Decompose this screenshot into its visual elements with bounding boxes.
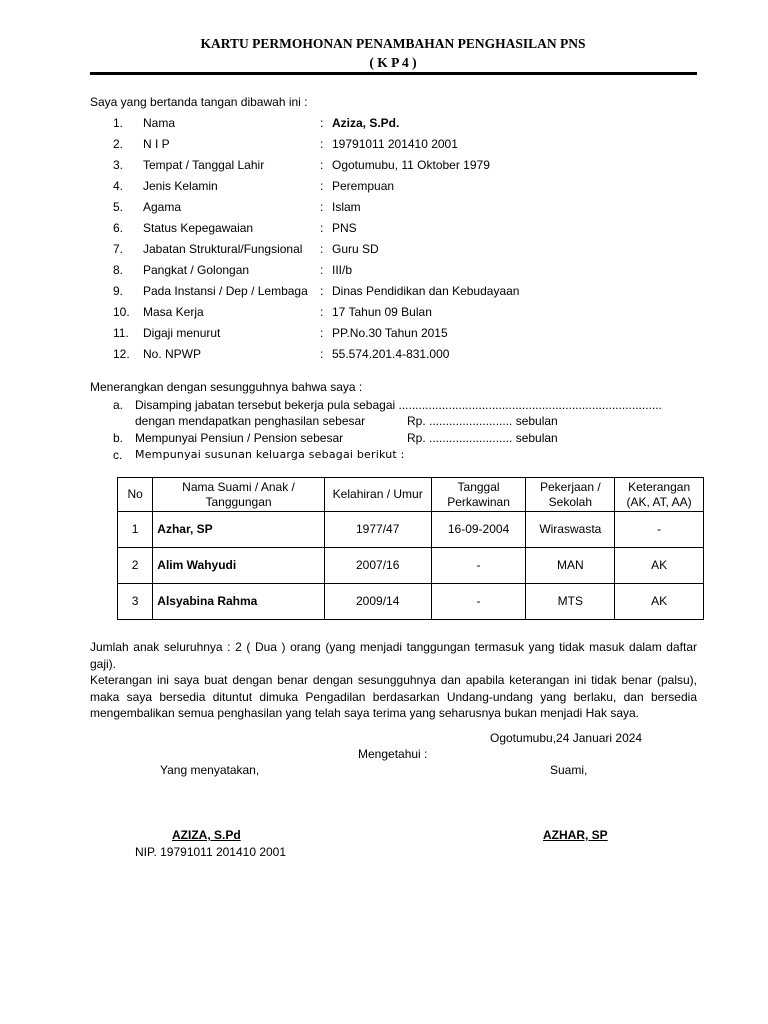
clause-b-amount: Rp. ......................... sebulan [407,431,558,445]
personal-item-label: Tempat / Tanggal Lahir [143,158,265,172]
clause-a-amount: Rp. ......................... sebulan [407,414,558,428]
cell-birth: 1977/47 [324,512,431,548]
cell-note: AK [615,548,704,584]
cell-name: Azhar, SP [153,512,324,548]
personal-item-colon: : [320,221,324,235]
cell-no: 1 [118,512,153,548]
acknowledged-label: Mengetahui : [358,747,428,761]
cell-no: 2 [118,548,153,584]
declarant-name: AZIZA, S.Pd [172,828,241,842]
personal-item-colon: : [320,200,324,214]
personal-item-value: Ogotumubu, 11 Oktober 1979 [332,158,490,172]
intro-text: Saya yang bertanda tangan dibawah ini : [90,95,308,109]
cell-name: Alsyabina Rahma [153,584,324,620]
personal-item-value: Guru SD [332,242,379,256]
personal-item-label: Agama [143,200,182,214]
header-note: Keterangan (AK, AT, AA) [615,478,704,512]
personal-item-number: 10. [113,305,130,319]
personal-item-colon: : [320,305,324,319]
header-job: Pekerjaan / Sekolah [526,478,615,512]
clause-c-marker: c. [113,448,123,462]
clause-a-line2: dengan mendapatkan penghasilan sebesar [135,414,366,428]
place-date: Ogotumubu,24 Januari 2024 [490,731,643,745]
personal-item-number: 7. [113,242,124,256]
declarant-label: Yang menyatakan, [160,763,260,777]
header-marriage: Tanggal Perkawinan [431,478,526,512]
header-birth: Kelahiran / Umur [324,478,431,512]
cell-birth: 2009/14 [324,584,431,620]
header-name: Nama Suami / Anak / Tanggungan [153,478,324,512]
document-title: KARTU PERMOHONAN PENAMBAHAN PENGHASILAN PNS [200,36,586,51]
personal-item-value: Dinas Pendidikan dan Kebudayaan [332,284,520,298]
clause-a-marker: a. [113,398,124,412]
personal-item-number: 6. [113,221,124,235]
cell-marriage: - [431,548,526,584]
personal-item-label: No. NPWP [143,347,202,361]
personal-item-colon: : [320,284,324,298]
cell-marriage: - [431,584,526,620]
personal-item-value: Perempuan [332,179,395,193]
personal-item-label: Status Kepegawaian [143,221,254,235]
personal-item-value: 17 Tahun 09 Bulan [332,305,432,319]
family-table [117,477,704,620]
personal-item-colon: : [320,326,324,340]
cell-marriage: 16-09-2004 [431,512,526,548]
personal-item-number: 11. [113,326,129,340]
personal-item-label: Pangkat / Golongan [143,263,250,277]
personal-item-number: 3. [113,158,124,172]
spouse-label: Suami, [550,763,588,777]
personal-item-label: Pada Instansi / Dep / Lembaga [143,284,308,298]
cell-job: MAN [526,548,615,584]
personal-item-number: 4. [113,179,124,193]
personal-item-colon: : [320,179,324,193]
personal-item-label: Digaji menurut [143,326,221,340]
personal-item-number: 12. [113,347,130,361]
personal-item-value: 55.574.201.4-831.000 [332,347,450,361]
declarant-nip: NIP. 19791011 201410 2001 [135,845,287,859]
table-row [118,548,704,584]
personal-item-value: PNS [332,221,357,235]
personal-item-colon: : [320,242,324,256]
personal-item-number: 2. [113,137,124,151]
declaration-heading: Menerangkan dengan sesungguhnya bahwa saya : [90,380,363,394]
personal-item-label: Jenis Kelamin [143,179,218,193]
table-row [118,584,704,620]
closing-paragraph [90,639,697,722]
clause-c-line: Mempunyai susunan keluarga sebagai berikut : [135,448,405,461]
personal-item-label: Jabatan Struktural/Fungsional [143,242,303,256]
family-table-header [118,478,704,512]
document-subtitle: ( K P 4 ) [369,55,417,70]
cell-job: Wiraswasta [526,512,615,548]
personal-item-colon: : [320,263,324,277]
personal-item-colon: : [320,347,324,361]
clause-b-line: Mempunyai Pensiun / Pension sebesar [135,431,344,445]
personal-item-number: 9. [113,284,124,298]
personal-item-number: 1. [113,116,124,130]
personal-item-number: 8. [113,263,124,277]
personal-item-value: Islam [332,200,361,214]
clause-b-marker: b. [113,431,124,445]
personal-item-number: 5. [113,200,124,214]
personal-item-colon: : [320,137,324,151]
table-row [118,512,704,548]
personal-item-label: Masa Kerja [143,305,204,319]
personal-item-value: III/b [332,263,353,277]
personal-item-colon: : [320,116,324,130]
personal-item-label: Nama [143,116,176,130]
personal-item-value: PP.No.30 Tahun 2015 [332,326,448,340]
children-count-text: Jumlah anak seluruhnya : 2 ( Dua ) orang (yang menjadi tanggungan termasuk yang tidak masuk dalam daftar gaji). [90,640,697,671]
cell-no: 3 [118,584,153,620]
cell-note: - [615,512,704,548]
personal-item-label: N I P [143,137,170,151]
title-divider [90,72,697,75]
clause-a-line1: Disamping jabatan tersebut bekerja pula sebagai ............................................................................... [135,398,662,412]
personal-item-colon: : [320,158,324,172]
cell-note: AK [615,584,704,620]
personal-item-value: 19791011 201410 2001 [332,137,458,151]
personal-item-value: Aziza, S.Pd. [332,116,400,130]
cell-job: MTS [526,584,615,620]
spouse-name: AZHAR, SP [543,828,608,842]
statement-text: Keterangan ini saya buat dengan benar dengan sesungguhnya dan apabila keterangan ini tidak benar (palsu), maka saya bersedia dituntut dimuka Pengadilan berdasarkan Undang-undang yang berlaku, dan bersedia mengembalikan semua penghasilan yang telah saya terima yang seharusnya bukan menjadi Hak saya. [90,673,697,720]
cell-birth: 2007/16 [324,548,431,584]
cell-name: Alim Wahyudi [153,548,324,584]
header-no: No [118,478,153,512]
